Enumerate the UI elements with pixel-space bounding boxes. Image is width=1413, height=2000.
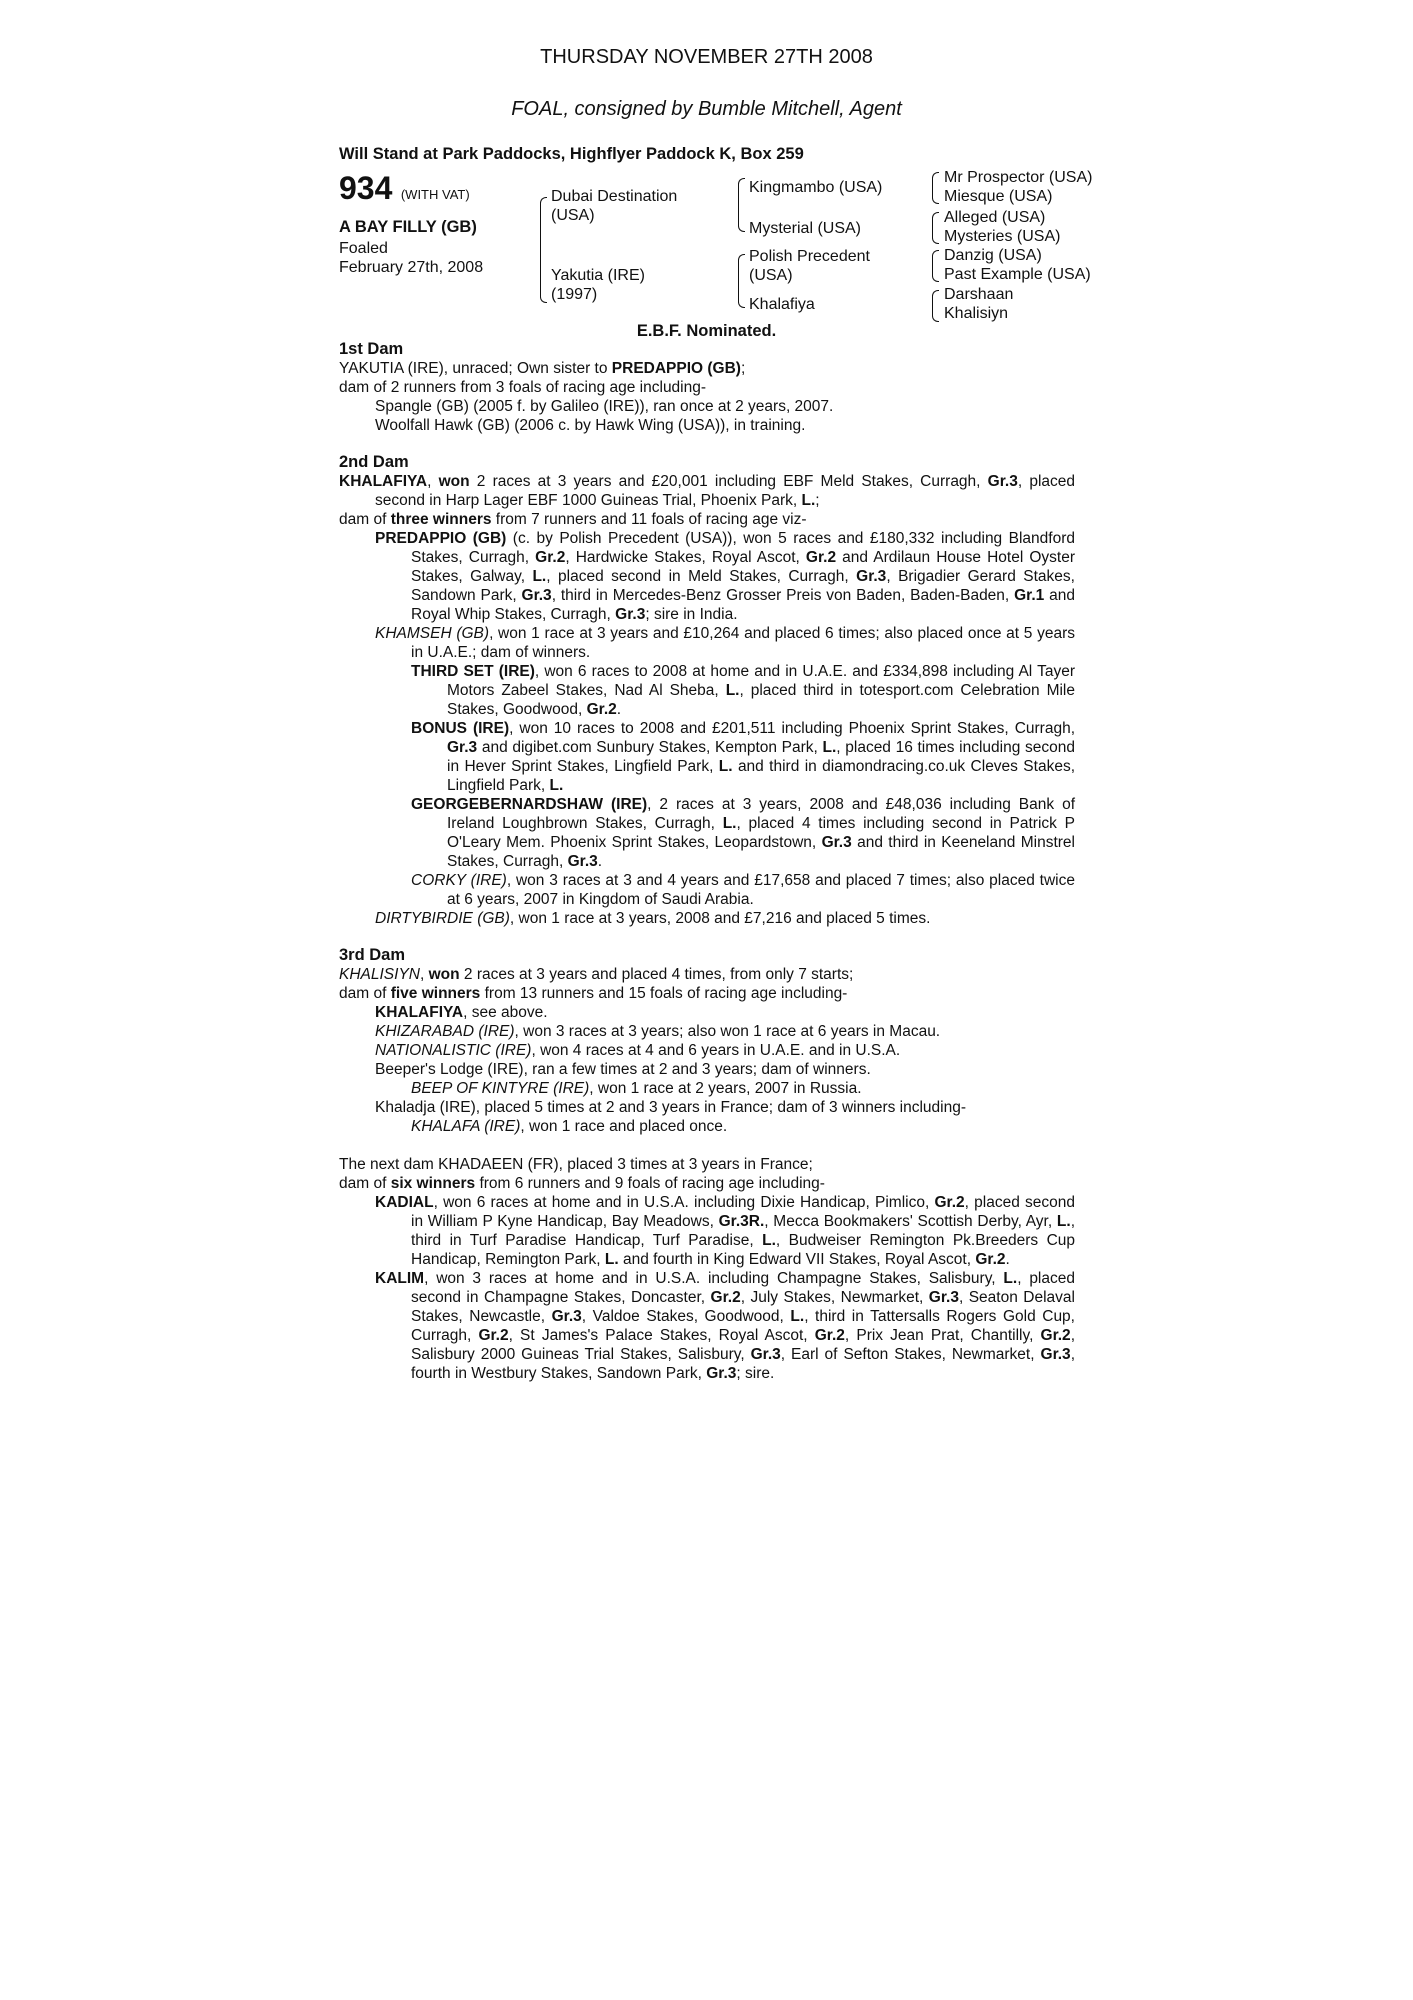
- second-dam-line: KHALAFIYA, won 2 races at 3 years and £20,001 including EBF Meld Stakes, Curragh, Gr.3, placed second in Harp Lager EBF 1000 Guineas Trial, Phoenix Park, L.;: [339, 473, 1075, 509]
- ped-g3-8: Khalisiyn: [944, 305, 1009, 322]
- brace-sire-gen2: [738, 178, 745, 232]
- ped-g3-5: Danzig (USA): [944, 247, 1042, 264]
- foaled-label: Foaled: [339, 240, 388, 257]
- corky-entry: CORKY (IRE), won 3 races at 3 and 4 years and £17,658 and placed 7 times; also placed twice at 6 years, 2007 in Kingdom of Saudi Arabia.: [411, 872, 1075, 908]
- dirtybirdie-entry: DIRTYBIRDIE (GB), won 1 race at 3 years, 2008 and £7,216 and placed 5 times.: [375, 910, 931, 927]
- bonus-entry: BONUS (IRE), won 10 races to 2008 and £201,511 including Phoenix Sprint Stakes, Curragh, Gr.3 and digibet.com Sunbury Stakes, Kempton Park, L., placed 16 times including second in Hever Sprint Stakes, Lingfield Park, L. and third in diamondracing.co.uk Cleves Stakes, Lingfield Park, L.: [411, 720, 1075, 794]
- brace-g3-3: [932, 250, 939, 282]
- first-dam-summary: dam of 2 runners from 3 foals of racing age including-: [339, 379, 707, 396]
- sale-date: THURSDAY NOVEMBER 27TH 2008: [540, 46, 873, 68]
- next-dam-line: The next dam KHADAEEN (FR), placed 3 times at 3 years in France;: [339, 1156, 813, 1173]
- first-dam-foal: Spangle (GB) (2005 f. by Galileo (IRE)), ran once at 2 years, 2007.: [375, 398, 834, 415]
- brace-g3-4: [932, 290, 939, 322]
- ped-g3-1: Mr Prospector (USA): [944, 169, 1093, 186]
- kadial-entry: KADIAL, won 6 races at home and in U.S.A. including Dixie Handicap, Pimlico, Gr.2, placed second in William P Kyne Handicap, Bay Meadows, Gr.3R., Mecca Bookmakers' Scottish Derby, Ayr, L., third in Turf Paradise Handicap, Turf Paradise, L., Budweiser Remington Pk.Breeders Cup Handicap, Remington Park, L. and fourth in King Edward VII Stakes, Royal Ascot, Gr.2.: [375, 1194, 1075, 1268]
- produce-entry: [375, 529, 1075, 928]
- nationalistic-entry: NATIONALISTIC (IRE), won 4 races at 4 and 6 years in U.A.E. and in U.S.A.: [375, 1042, 901, 1059]
- ped-g3-4: Mysteries (USA): [944, 228, 1061, 245]
- ped-sire-sire: Kingmambo (USA): [749, 179, 883, 196]
- lot-name: A BAY FILLY (GB): [339, 218, 477, 236]
- ped-g3-2: Miesque (USA): [944, 188, 1053, 205]
- lot-info: [339, 218, 483, 277]
- ped-sire-dam: Mysterial (USA): [749, 220, 862, 237]
- ped-g3-6: Past Example (USA): [944, 266, 1091, 283]
- consignment-line: FOAL, consigned by Bumble Mitchell, Agent: [511, 98, 902, 120]
- first-dam-line: YAKUTIA (IRE), unraced; Own sister to PREDAPPIO (GB);: [339, 360, 746, 377]
- next-dam-produce: [375, 1193, 1075, 1383]
- lot-number: 934: [339, 170, 393, 206]
- vat-note: (WITH VAT): [400, 187, 470, 202]
- khalafiya-ref: KHALAFIYA, see above.: [375, 1004, 548, 1021]
- predappio-entry: PREDAPPIO (GB) (c. by Polish Precedent (USA)), won 5 races and £180,332 including Blandford Stakes, Curragh, Gr.2, Hardwicke Stakes, Royal Ascot, Gr.2 and Ardilaun House Hotel Oyster Stakes, Galway, L., placed second in Meld Stakes, Curragh, Gr.3, Brigadier Gerard Stakes, Sandown Park, Gr.3, third in Mercedes-Benz Grosser Preis von Baden, Baden-Baden, Gr.1 and Royal Whip Stakes, Curragh, Gr.3; sire in India.: [375, 530, 1075, 623]
- khizarabad-entry: KHIZARABAD (IRE), won 3 races at 3 years; also won 1 race at 6 years in Macau.: [375, 1023, 941, 1040]
- ebf-nominated: E.B.F. Nominated.: [636, 322, 777, 340]
- khamseh-entry: KHAMSEH (GB), won 1 race at 3 years and £10,264 and placed 6 times; also placed once at 5 years in U.A.E.; dam of winners.: [375, 625, 1075, 661]
- khaladja-entry: Khaladja (IRE), placed 5 times at 2 and 3 years in France; dam of 3 winners including-: [375, 1099, 967, 1116]
- third-dam-heading: 3rd Dam: [339, 946, 406, 964]
- first-dam-heading: 1st Dam: [339, 340, 404, 358]
- georgebernardshaw-entry: GEORGEBERNARDSHAW (IRE), 2 races at 3 years, 2008 and £48,036 including Bank of Ireland Loughbrown Stakes, Curragh, L., placed 4 times including second in Patrick P O'Leary Mem. Phoenix Sprint Stakes, Leopardstown, Gr.3 and third in Keeneland Minstrel Stakes, Curragh, Gr.3.: [411, 796, 1075, 870]
- produce-record: [339, 340, 1075, 1383]
- third-dam-produce: [375, 1003, 1075, 1136]
- brace-dam-gen2: [738, 254, 745, 308]
- lot-number-block: [339, 170, 470, 207]
- ped-sire: Dubai Destination (USA): [551, 188, 678, 224]
- third-set-entry: THIRD SET (IRE), won 6 races to 2008 at home and in U.A.E. and £334,898 including Al Tayer Motors Zabeel Stakes, Nad Al Sheba, L., placed third in totesport.com Celebration Mile Stakes, Goodwood, Gr.2.: [411, 663, 1075, 718]
- ped-g3-3: Alleged (USA): [944, 209, 1046, 226]
- next-dam-summary: dam of six winners from 6 runners and 9 foals of racing age including-: [339, 1175, 825, 1192]
- beep-of-kintyre-entry: BEEP OF KINTYRE (IRE), won 1 race at 2 years, 2007 in Russia.: [411, 1080, 862, 1097]
- stand-location: Will Stand at Park Paddocks, Highflyer Paddock K, Box 259: [339, 145, 804, 163]
- khalafa-entry: KHALAFA (IRE), won 1 race and placed once.: [411, 1118, 728, 1135]
- foaled-date: February 27th, 2008: [339, 259, 484, 276]
- beepers-lodge-entry: Beeper's Lodge (IRE), ran a few times at 2 and 3 years; dam of winners.: [375, 1061, 871, 1078]
- ped-dam-sire: Polish Precedent (USA): [749, 248, 870, 284]
- kalim-entry: KALIM, won 3 races at home and in U.S.A. including Champagne Stakes, Salisbury, L., placed second in Champagne Stakes, Doncaster, Gr.2, July Stakes, Newmarket, Gr.3, Seaton Delaval Stakes, Newcastle, Gr.3, Valdoe Stakes, Goodwood, L., third in Tattersalls Rogers Gold Cup, Curragh, Gr.2, St James's Palace Stakes, Royal Ascot, Gr.2, Prix Jean Prat, Chantilly, Gr.2, Salisbury 2000 Guineas Trial Stakes, Salisbury, Gr.3, Earl of Sefton Stakes, Newmarket, Gr.3, fourth in Westbury Stakes, Sandown Park, Gr.3; sire.: [375, 1270, 1075, 1382]
- first-dam-foal: Woolfall Hawk (GB) (2006 c. by Hawk Wing (USA)), in training.: [375, 417, 806, 434]
- second-dam-summary: dam of three winners from 7 runners and 11 foals of racing age viz-: [339, 511, 807, 528]
- second-dam-heading: 2nd Dam: [339, 453, 409, 471]
- khamseh-produce: [411, 662, 1075, 909]
- ped-g3-7: Darshaan: [944, 286, 1014, 303]
- brace-g3-1: [932, 172, 939, 204]
- third-dam-line: KHALISIYN, won 2 races at 3 years and placed 4 times, from only 7 starts;: [339, 966, 854, 983]
- third-dam-summary: dam of five winners from 13 runners and 15 foals of racing age including-: [339, 985, 848, 1002]
- ped-dam: Yakutia (IRE) (1997): [551, 267, 645, 303]
- brace-g3-2: [932, 212, 939, 244]
- ped-dam-dam: Khalafiya: [749, 296, 815, 313]
- brace-first-gen: [540, 197, 547, 303]
